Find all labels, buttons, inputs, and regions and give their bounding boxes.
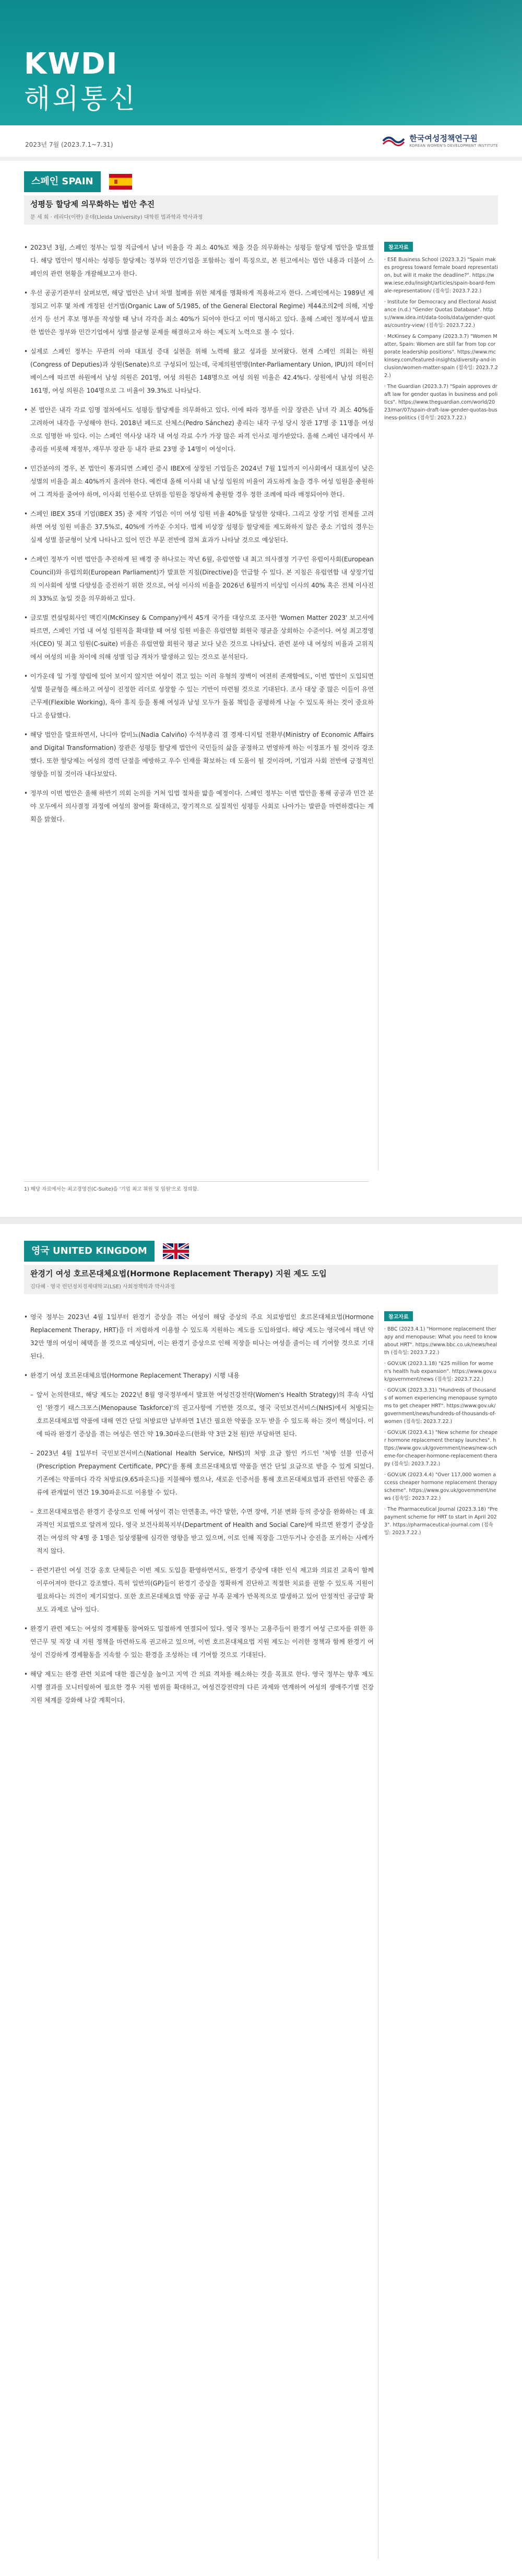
reference-item: · GOV.UK (2023.1.18) "£25 million for women's health hub expansion". https://www.gov.uk/government/news (접속일: 2023.7.22.): [384, 1361, 497, 1382]
reference-item: · GOV.UK (2023.3.31) "Hundreds of thousands of women experiencing menopause symptoms to get cheaper HRT". https://www.gov.uk/government/news/hundreds-of-thousands-of-women (접속일: 2023.7.22.): [384, 1387, 497, 1425]
spain-section-header: [24, 171, 498, 225]
uk-main-text: [24, 1311, 374, 1713]
spain-paragraph: • 글로벌 컨설팅회사인 맥킨지(McKinsey & Company)에서 45개 국가를 대상으로 조사한 'Women Matter 2023' 보고서에 따르면, 스페인 기업 내 여성 임원직을 확대할 때 여성 임원 비율은 유럽연합 회원국 평균을 상회하는 수준이다. 여성 최고경영자(CEO) 및 최고 임원(C-suite) 비율은 유럽연합 회원국 평균 보다 낮은 것으로 나타났다. 관련 분야 내 여성의 비율과 고위직에서 여성의 비율 차이에 의해 성별 임금 격차가 발생하고 있는 것으로 분석된다.: [24, 611, 374, 664]
spain-body: [24, 241, 498, 1171]
reference-item: · The Guardian (2023.3.7) "Spain approves draft law for gender quotas in business and politics". https://www.theguardian.com/world/2023/mar/07/spain-draft-law-gender-quotas-business-politics (접속일: 2023.7.22.): [384, 384, 498, 421]
brand-subtitle: 해외통신: [24, 84, 137, 115]
spain-article-title: 성평등 할당제 의무화하는 법안 추진: [30, 199, 155, 209]
spain-author: 문 세 희 · 레리다(이란) 운데(Lleida University) 대학원 법과학과 박사과정: [30, 215, 203, 220]
country-tag-uk: 영국 UNITED KINGDOM: [24, 1241, 155, 1262]
institute-name-kr: 한국여성정책연구원: [409, 134, 478, 143]
uk-subheading: • 완경기 여성 호르몬대체요법(Hormone Replacement Therapy) 시행 내용: [24, 1369, 374, 1382]
header-divider: [0, 157, 522, 161]
issue-date: 2023년 7월 (2023.7.1~7.31): [25, 141, 113, 148]
spain-paragraph: • 민간분야의 경우, 본 법안이 통과되면 스페인 증시 IBEX에 상장된 기업들은 2024년 7월 1일까지 이사회에서 대표성이 낮은 성별의 비율을 최소 40%까지 올려야 한다. 예컨대 올해 이사회 내 남성 임원의 비율이 과도하게 높을 경우 여성 임원을 충원하여 그 격차를 줄여야 하며, 이사회 인원수로 단위를 임원을 정당하게 충원할 경우 정한 조례에 따라 배정되어야 한다.: [24, 462, 374, 501]
uk-article-title: 완경기 여성 호르몬대체요법(Hormone Replacement Therapy) 지원 제도 도입: [30, 1269, 327, 1278]
spain-paragraph: • 해당 법안을 발표하면서, 나디아 칼비뇨(Nadia Calviño) 수석부총리 겸 경제·디지털 전환부(Ministry of Economic Affairs and Digital Transformation) 장관은 성평등 할당제 법안이 국민들의 삶을 공정하고 번영하게 하는 이정표가 될 것이라 강조했다. 또한 할당제는 여성의 경력 단절을 예방하고 우수 인재를 확보하는 데 도움이 될 것이라며, 기업과 사회 전반에 긍정적인 영향을 미칠 것이라 내다보았다.: [24, 728, 374, 781]
reference-item: · GOV.UK (2023.4.1) "New scheme for cheaper hormone replacement therapy launches". https://www.gov.uk/government/news/new-scheme-for-cheaper-hormone-replacement-therapy (접속일: 2023.7.22.): [384, 1430, 498, 1467]
uk-paragraph: • 완경기 관련 제도는 여성의 경제활동 참여와도 밀접하게 연결되어 있다. 영국 정부는 고용주들이 완경기 여성 근로자를 위한 유연근무 및 직장 내 지원 정책을 마련하도록 권고하고 있으며, 이번 호르몬대체요법 지원 제도는 이러한 정책과 함께 완경기 여성이 건강하게 경제활동을 지속할 수 있는 환경을 조성하는 데 기여할 것으로 기대된다.: [24, 1622, 374, 1662]
reference-item: · GOV.UK (2023.4.4) "Over 117,000 women access cheaper hormone replacement therapy scheme". https://www.gov.uk/government/news (접속일: 2023.7.22.): [384, 1472, 497, 1501]
references-heading: 참고자료: [384, 242, 413, 252]
institute-emblem-icon: [382, 134, 405, 147]
uk-paragraph: – 호르몬대체요법은 완경기 증상으로 인해 여성이 겪는 안면홍조, 야간 발한, 수면 장애, 기분 변화 등의 증상을 완화하는 데 효과적인 치료법으로 알려져 있다. 영국 보건사회복지부(Department of Health and Social Care)에 따르면 완경기 증상을 겪는 여성의 약 4명 중 1명은 일상생활에 심각한 영향을 받고 있으며, 이로 인해 직장을 그만두거나 승진을 포기하는 사례가 적지 않다.: [24, 1505, 374, 1558]
spain-title-bar: [24, 195, 498, 225]
spain-paragraph: • 스페인 정부가 이번 법안을 추진하게 된 배경 중 하나로는 작년 6월, 유럽연합 내 최고 의사결정 기구인 유럽이사회(European Council)와 유럽의회(European Parliament)가 발표한 지침(Directive)을 언급할 수 있다. 본 지침은 유럽연합 내 상장기업의 이사회에 성별 다양성을 증진하기 위한 것으로, 여성 이사의 비율을 2026년 6월까지 비상임 이사의 40% 혹은 전체 이사진의 33%로 높일 것을 의무화하고 있다.: [24, 553, 374, 605]
spain-footnote: 1) 해당 자료에서는 최고경영진(C-Suite)을 '기업 최고 위원 및 임원'으로 정의함.: [24, 1181, 369, 1192]
reference-item: · McKinsey & Company (2023.3.7) "Women Matter, Spain: Women are still far from top corporate leadership positions". https://www.mckinsey.com/featured-insights/diversity-and-inclusion/women-matter-spain (접속일: 2023.7.22.): [384, 334, 498, 379]
uk-title-bar: [24, 1265, 498, 1294]
spain-paragraph: • 본 법안은 내각 각료 임명 절차에서도 성평등 할당제를 의무화하고 있다. 이에 따라 정부를 이끌 장관은 남녀 각 최소 40%를 고려하여 내각을 구성해야 한다. 2018년 페드로 산체스(Pedro Sánchez) 총리는 내각 구성 당시 장관 17명 중 11명을 여성으로 임명한 바 있다. 이는 스페인 역사상 내각 내 여성 각료 수가 가장 많은 파격 인사로 평가받았다. 올해 스페인 내각에서 부총리를 비롯해 재정부, 재무부 장관 등 내각 관료 23명 중 14명이 여성이다.: [24, 404, 374, 456]
country-tag-spain: 스페인 SPAIN: [24, 171, 101, 192]
spain-flag-icon: [109, 174, 132, 190]
uk-paragraph: – 앞서 논의한대로, 해당 제도는 2022년 8월 영국정부에서 발표한 여성건강전략(Women's Health Strategy)의 후속 사업인 '완경기 태스크포스(Menopause Taskforce)'의 권고사항에 기반한 것으로, 영국 국민보건서비스(NHS)에서 처방되는 호르몬대체요법 약품에 대해 연간 단일 처방료만 납부하면 1년간 필요한 약품을 모두 받을 수 있도록 하는 것이 핵심이다. 이에 따라 완경기 증상을 겪는 여성은 연간 약 19.30파운드(한화 약 3만 2천 원)만 부담하면 된다.: [24, 1389, 374, 1441]
uk-flag-icon: [163, 1243, 189, 1259]
brand-title: KWDI: [24, 47, 118, 81]
references-heading: 참고자료: [384, 1311, 413, 1321]
spain-paragraph: • 정부의 이번 법안은 올해 하반기 의회 논의를 거쳐 입법 절차를 밟을 예정이다. 스페인 정부는 이번 법안을 통해 공공과 민간 분야 모두에서 의사결정 과정에 여성의 참여를 확대하고, 장기적으로 실질적인 성평등 사회로 나아가는 발판을 마련하겠다는 계획을 밝혔다.: [24, 787, 374, 826]
spain-paragraph: • 이가운데 일 가정 양립에 있어 보이지 않지만 여성이 겪고 있는 이러 유형의 장벽이 여전히 존재함에도, 이번 법안이 도입되면 성별 불균형을 해소하고 여성이 진정한 리더로 성장할 수 있는 기반이 마련될 것으로 기대된다. 조사 대상 중 많은 이들이 유연근무제(Flexible Working), 육아 휴직 등을 통해 여성과 남성 모두가 돌봄 책임을 공평하게 나눌 수 있도록 하는 것이 중요하다고 응답했다.: [24, 670, 374, 722]
reference-item: · The Pharmaceutical Journal (2023.3.18) "Prepayment scheme for HRT to start in April 2023". https://pharmaceutical-journal.com (접속일: 2023.7.22.): [384, 1507, 498, 1536]
spain-paragraph: • 우선 공공기관부터 살펴보면, 해당 법안은 남녀 차별 철폐를 위한 체계를 명확하게 적용하고자 한다. 스페인에서는 1989년 제정되고 이후 몇 차례 개정된 선거법(Organic Law of 5/1985, of the General Electoral Regime) 제44조의2에 의해, 지방 선거 등 선거 후보 명부를 작성할 때 남녀 각각을 최소 40%가 되어야 한다고 이미 명시하고 있다. 올해 스페인 정부에서 발표한 법안은 정부와 민간기업에서 성별 불균형 문제를 해결하고자 하는 제도적 노력으로 볼 수 있다.: [24, 287, 374, 339]
uk-paragraph: • 영국 정부는 2023년 4월 1일부터 완경기 증상을 겪는 여성이 해당 증상의 주요 치료방법인 호르몬대체요법(Hormone Replacement Therapy, HRT)을 더 저렴하게 이용할 수 있도록 지원하는 제도를 도입하였다. 해당 제도는 영국에서 매년 약 32만 명의 여성이 혜택을 볼 것으로 예상되며, 이는 완경기 증상으로 인해 직장을 떠나는 여성을 줄이는 데 기여할 것으로 기대된다.: [24, 1311, 374, 1363]
section-separator: [0, 1217, 522, 1224]
reference-item: · ESE Business School (2023.3.2) "Spain makes progress toward female board representation, but will it make the deadline?". https://www.iese.edu/insight/articles/spain-board-female-representation/ (접속일: 2023.7.22.): [384, 257, 498, 294]
uk-section-header: [24, 1241, 498, 1294]
uk-paragraph: – 관련기관인 여성 건강 옹호 단체들은 이번 제도 도입을 환영하면서도, 완경기 증상에 대한 인식 제고와 의료진 교육이 함께 이루어져야 한다고 강조했다. 특히 일반의(GP)들이 완경기 증상을 정확하게 진단하고 적절한 치료를 권할 수 있도록 지원이 필요하다는 의견이 제기되었다. 또한 호르몬대체요법 약품 공급 부족 문제가 반복적으로 발생하고 있어 안정적인 공급망 확보도 과제로 남아 있다.: [24, 1564, 374, 1616]
reference-item: · BBC (2023.4.1) "Hormone replacement therapy and menopause: What you need to know about HRT". https://www.bbc.co.uk/news/health (접속일: 2023.7.22.): [384, 1326, 497, 1356]
institute-logo: [382, 133, 498, 148]
spain-references: [384, 241, 498, 425]
spain-paragraph: • 실제로 스페인 정부는 무관의 아파 대표성 증대 실현을 위해 노력해 왔고 성과를 보여왔다. 현재 스페인 의회는 하원(Congress of Deputies)과 상원(Senate)으로 구성되어 있는데, 국제의원연맹(Inter-Parliamentary Union, IPU)의 데이터베이스에 따르면 하원에서 남성 의원은 201명, 여성 의원은 148명으로 여성 의원 비율은 42.4%다. 상원에서 남성 의원은 161명, 여성 의원은 104명으로 그 비율이 39.3%로 나타났다.: [24, 345, 374, 397]
spain-main-text: [24, 241, 374, 832]
uk-paragraph: – 2023년 4월 1일부터 국민보건서비스(National Health Service, NHS)의 처방 요금 할인 카드인 '처방 선불 인증서(Prescription Prepayment Certificate, PPC)'를 통해 호르몬대체요법 약품을 연간 단일 요금으로 받을 수 있게 되었다. 기존에는 약품마다 각각 처방료(9.65파운드)를 지불해야 했으나, 새로운 인증서를 통해 호르몬대체요법과 관련된 약품은 종류에 관계없이 연간 19.30파운드로 이용할 수 있다.: [24, 1447, 374, 1499]
uk-body: [24, 1311, 498, 2559]
spain-paragraph: • 스페인 IBEX 35대 기업(IBEX 35) 중 제작 기업은 이미 여성 임원 비율 40%를 달성한 상태다. 그리고 상장 기업 전체를 고려하면 여성 임원 비율은 37.5%로, 40%에 가까운 수치다. 법제 비상장 성평등 할당제를 제도화하지 않은 중소 기업의 경우는 실제 성별 불균형이 낮게 나타나고 있어 민간 부문 전반에 걸쳐 효과가 나타날 것으로 예상된다.: [24, 508, 374, 547]
uk-references: [384, 1311, 498, 1540]
reference-item: · Institute for Democracy and Electoral Assistance (n.d.) "Gender Quotas Database". https://www.idea.int/data-tools/data/gender-quotas/country-view/ (접속일: 2023.7.22.): [384, 299, 496, 328]
newsletter-header: [0, 0, 522, 155]
uk-author: 김다혜 · 영국 런던정치경제대학교(LSE) 사회정책학과 박사과정: [30, 1284, 175, 1290]
spain-paragraph: • 2023년 3월, 스페인 정부는 일정 직급에서 남녀 비율을 각 최소 40%로 채울 것을 의무화하는 성평등 할당제 법안을 발표했다. 해당 법안이 명시하는 성평등 할당제는 정부와 민간기업을 포함하는 점이 특징으로, 본 원고에서는 법안 내용과 더불어 스페인의 관련 현황을 개괄해보고자 한다.: [24, 241, 374, 280]
uk-paragraph: • 해당 제도는 완경 관련 치료에 대한 접근성을 높이고 지역 간 의료 격차를 해소하는 것을 목표로 한다. 영국 정부는 향후 제도 시행 결과를 모니터링하여 필요한 경우 지원 범위를 확대하고, 여성건강전략의 다른 과제와 연계하여 여성의 생애주기별 건강 지원 체계를 강화해 나갈 계획이다.: [24, 1668, 374, 1707]
institute-name-en: KOREAN WOMEN'S DEVELOPMENT INSTITUTE: [409, 144, 498, 148]
